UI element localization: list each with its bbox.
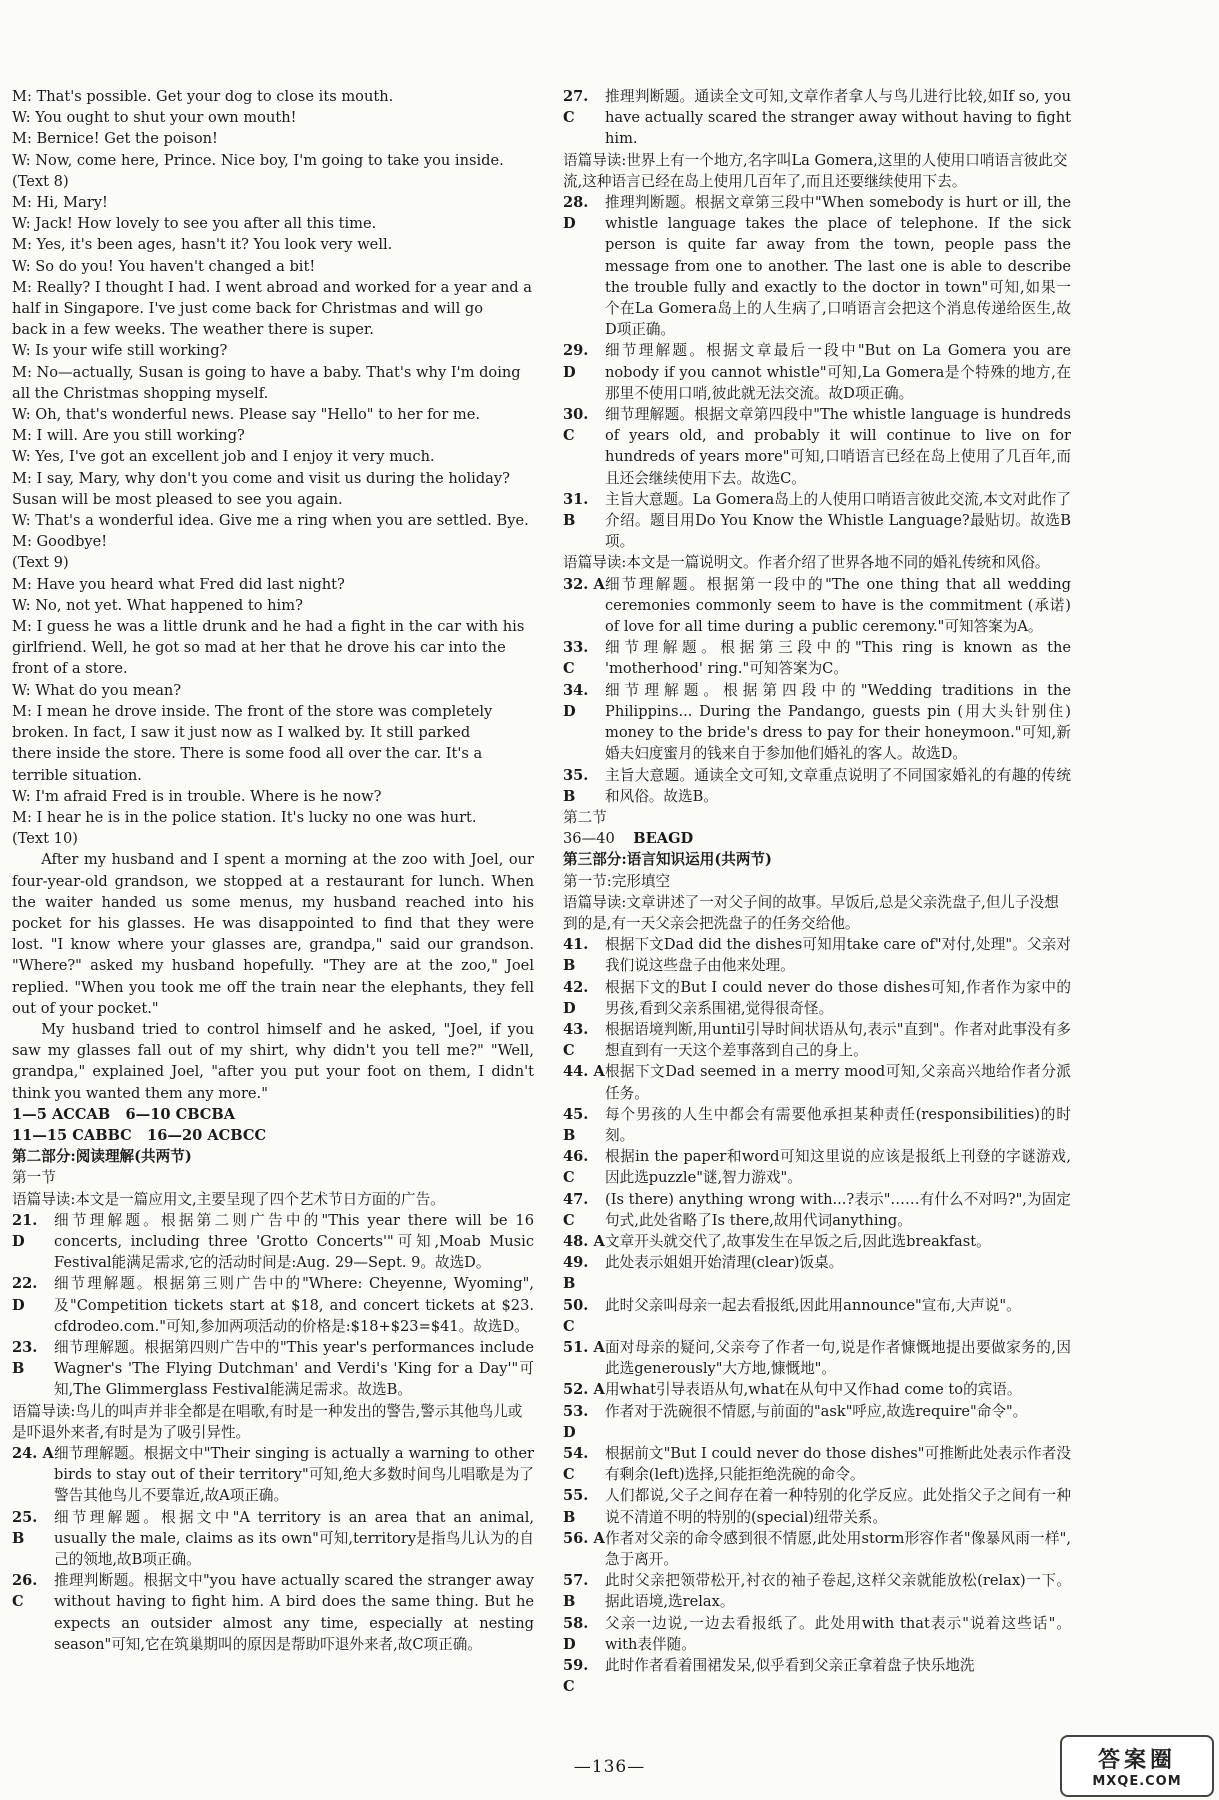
answer-list-41-59 bbox=[563, 934, 1071, 1697]
transcript-line: Susan will be most pleased to see you again. bbox=[12, 490, 343, 508]
answer-number: 53. D bbox=[563, 1402, 589, 1441]
answer-explanation: 根据语境判断,用until引导时间状语从句,表示"直到"。作者对此事没有多想直到有一天这个差事落到自己的身上。 bbox=[605, 1020, 1071, 1060]
answer-item bbox=[12, 1273, 534, 1337]
transcript-line: terrible situation. bbox=[12, 766, 142, 784]
answer-number: 44. A bbox=[563, 1063, 605, 1081]
answer-explanation: 每个男孩的人生中都会有需要他承担某种责任(responsibilities)的时刻。 bbox=[605, 1105, 1071, 1144]
answers-16-20: 16—20 ACBCC bbox=[147, 1126, 267, 1144]
answer-explanation: 用what引导表语从句,what在从句中又作had come to的宾语。 bbox=[605, 1381, 1022, 1399]
part2-title: 第二部分:阅读理解(共两节) bbox=[12, 1148, 192, 1166]
transcript-line: W: What do you mean? bbox=[12, 681, 182, 699]
answer-number: 27. C bbox=[563, 88, 589, 127]
answer-item bbox=[12, 1507, 534, 1571]
answers-36-40-range: 36—40 bbox=[563, 830, 615, 848]
answer-explanation: 文章开头就交代了,故事发生在早饭之后,因此选breakfast。 bbox=[605, 1232, 991, 1250]
section-2-label: 第二节 bbox=[563, 808, 607, 826]
answer-number: 34. D bbox=[563, 681, 589, 720]
transcript-line: M: Really? I thought I had. I went abroad and worked for a year and a bbox=[12, 278, 532, 296]
transcript-line: W: That's a wonderful idea. Give me a ring when you are settled. Bye. bbox=[12, 512, 529, 530]
section-3-label: 第一节:完形填空 bbox=[563, 872, 671, 890]
answer-number: 45. B bbox=[563, 1105, 589, 1144]
dialogue-transcript bbox=[12, 86, 534, 849]
answer-item bbox=[563, 1104, 1071, 1146]
answer-number: 28. D bbox=[563, 194, 589, 233]
answer-item bbox=[563, 489, 1071, 553]
answer-item bbox=[563, 1655, 1071, 1697]
section-1-label: 第一节 bbox=[12, 1169, 56, 1187]
reading-guide-5: 语篇导读:文章讲述了一对父子间的故事。早饭后,总是父亲洗盘子,但儿子没想到的是,有一天父亲会把洗盘子的任务交给他。 bbox=[563, 893, 1059, 932]
answer-number: 32. A bbox=[563, 575, 605, 593]
answer-number: 58. D bbox=[563, 1614, 589, 1653]
answer-item bbox=[563, 680, 1071, 765]
answer-explanation: 根据in the paper和word可知这里说的应该是报纸上刊登的字谜游戏,因此选puzzle"谜,智力游戏"。 bbox=[605, 1148, 1071, 1187]
transcript-line: W: So do you! You haven't changed a bit! bbox=[12, 257, 316, 275]
answer-number: 57. B bbox=[563, 1572, 589, 1611]
answer-item bbox=[563, 1337, 1071, 1379]
answer-item bbox=[563, 1061, 1071, 1103]
transcript-line: M: Yes, it's been ages, hasn't it? You look very well. bbox=[12, 236, 393, 254]
transcript-line: M: Goodbye! bbox=[12, 533, 108, 551]
answer-number: 30. C bbox=[563, 406, 589, 445]
transcript-line: M: Have you heard what Fred did last night? bbox=[12, 575, 345, 593]
answer-explanation: (Is there) anything wrong with...?表示"……有什么不对吗?",为固定句式,此处省略了Is there,故用代词anything。 bbox=[605, 1190, 1071, 1229]
answer-number: 23. B bbox=[12, 1338, 38, 1378]
answer-item bbox=[563, 404, 1071, 489]
reading-guide-2: 语篇导读:鸟儿的叫声并非全都是在唱歌,有时是一种发出的警告,警示其他鸟儿或是吓退外来者,有时是为了吸引异性。 bbox=[12, 1402, 523, 1441]
transcript-line: front of a store. bbox=[12, 660, 128, 678]
answers-1-10 bbox=[12, 1104, 534, 1125]
answer-number: 43. C bbox=[563, 1020, 589, 1060]
answer-explanation: 细节理解题。根据文中"Their singing is actually a warning to other birds to stay out of their territory"可知,绝大多数时间鸟儿唱歌是为了警告其他鸟儿不要靠近,故A项正确。 bbox=[54, 1445, 534, 1505]
answer-number: 56. A bbox=[563, 1529, 605, 1547]
transcript-line: W: Oh, that's wonderful news. Please say "Hello" to her for me. bbox=[12, 406, 480, 424]
watermark-logo bbox=[1060, 1735, 1214, 1797]
answer-item bbox=[563, 934, 1071, 976]
transcript-line: W: No, not yet. What happened to him? bbox=[12, 596, 303, 614]
answer-item bbox=[563, 1485, 1071, 1527]
answer-number: 31. B bbox=[563, 490, 589, 530]
transcript-line: M: I will. Are you still working? bbox=[12, 427, 245, 445]
answer-number: 33. C bbox=[563, 639, 589, 678]
answer-number: 46. C bbox=[563, 1148, 589, 1187]
transcript-line: back in a few weeks. The weather there is super. bbox=[12, 321, 374, 339]
answer-item bbox=[563, 192, 1071, 340]
answer-explanation: 细节理解题。根据第一段中的"The one thing that all wedding ceremonies commonly seem to have is the commitment (承诺) of love for all time during a public ceremony."可知答案为A。 bbox=[605, 575, 1071, 636]
answer-item bbox=[563, 1019, 1071, 1061]
answer-explanation: 根据下文的But I could never do those dishes可知,作者作为家中的男孩,看到父亲系围裙,觉得很奇怪。 bbox=[605, 978, 1071, 1017]
answer-explanation: 面对母亲的疑问,父亲夸了作者一句,说是作者慷慨地提出要做家务的,因此选generously"大方地,慷慨地"。 bbox=[605, 1338, 1071, 1378]
answer-number: 52. A bbox=[563, 1381, 605, 1399]
answer-item bbox=[563, 574, 1071, 638]
answer-item bbox=[12, 1443, 534, 1507]
answer-number: 22. D bbox=[12, 1275, 38, 1314]
transcript-line: girlfriend. Well, he got so mad at her that he drove his car into the bbox=[12, 639, 506, 657]
transcript-line: M: I hear he is in the police station. It's lucky no one was hurt. bbox=[12, 808, 477, 826]
answer-number: 24. A bbox=[12, 1445, 54, 1462]
transcript-line: W: Jack! How lovely to see you after all this time. bbox=[12, 215, 377, 233]
answer-number: 35. B bbox=[563, 766, 589, 805]
answer-explanation: 细节理解题。根据第三段中的"This ring is known as the 'motherhood' ring."可知答案为C。 bbox=[605, 639, 1071, 678]
answer-number: 59. C bbox=[563, 1657, 589, 1696]
answer-explanation: 此处表示姐姐开始清理(clear)饭桌。 bbox=[605, 1254, 844, 1272]
answer-explanation: 细节理解题。根据第四则广告中的"This year's performances include Wagner's 'The Flying Dutchman' and Verdi's 'King for a Day'"可知,The Glimmerglass Festival能满足需求。故选B。 bbox=[54, 1338, 534, 1399]
answers-36-40 bbox=[563, 828, 1071, 849]
answer-item bbox=[563, 1231, 1071, 1252]
answer-item bbox=[563, 637, 1071, 679]
answer-explanation: 细节理解题。根据文章最后一段中"But on La Gomera you are nobody if you cannot whistle"可知,La Gomera是个特殊的地方,在那里不使用口哨,彼此就无法交流。故D项正确。 bbox=[605, 342, 1071, 402]
answer-explanation: 父亲一边说,一边去看报纸了。此处用with that表示"说着这些话"。with表伴随。 bbox=[605, 1614, 1071, 1653]
transcript-line: M: Hi, Mary! bbox=[12, 194, 108, 212]
answer-explanation: 人们都说,父子之间存在着一种特别的化学反应。此处指父子之间有一种说不清道不明的特别的(special)纽带关系。 bbox=[605, 1487, 1071, 1526]
answer-number: 48. A bbox=[563, 1232, 605, 1250]
answers-6-10: 6—10 CBCBA bbox=[125, 1105, 236, 1123]
reading-guide-1: 语篇导读:本文是一篇应用文,主要呈现了四个艺术节日方面的广告。 bbox=[12, 1190, 445, 1208]
answer-list-24-26 bbox=[12, 1443, 534, 1655]
answer-list-27 bbox=[563, 86, 1071, 150]
transcript-line: W: I'm afraid Fred is in trouble. Where is he now? bbox=[12, 787, 382, 805]
answer-item bbox=[12, 1337, 534, 1401]
answer-list-21-23 bbox=[12, 1210, 534, 1401]
transcript-line: M: I say, Mary, why don't you come and visit us during the holiday? bbox=[12, 469, 510, 487]
transcript-line: W: Yes, I've got an excellent job and I enjoy it very much. bbox=[12, 448, 435, 466]
transcript-line: M: Bernice! Get the poison! bbox=[12, 130, 218, 148]
answer-number: 55. B bbox=[563, 1487, 589, 1526]
text10-paragraph-1: After my husband and I spent a morning at the zoo with Joel, our four-year-old grandson, we stopped at a restaurant for lunch. When the waiter handed us some menus, my husband reached into his pocket for his glasses. He was disappointed to find that they were lost. "I know where your glasses are, grandpa," said our grandson. "Where?" asked my husband hopefully. "They are at the zoo," Joel replied. "When you took me off the train near the elephants, they fell out of your pocket." bbox=[12, 851, 534, 1017]
answers-11-20 bbox=[12, 1125, 534, 1146]
answer-item bbox=[563, 1528, 1071, 1570]
answer-list-28-31 bbox=[563, 192, 1071, 552]
answer-list-32-35 bbox=[563, 574, 1071, 807]
answer-number: 42. D bbox=[563, 978, 589, 1017]
answer-explanation: 根据下文Dad seemed in a merry mood可知,父亲高兴地给作者分派任务。 bbox=[605, 1063, 1071, 1102]
answer-explanation: 主旨大意题。通读全文可知,文章重点说明了不同国家婚礼的有趣的传统和风俗。故选B。 bbox=[605, 766, 1071, 805]
answer-number: 49. B bbox=[563, 1254, 589, 1293]
answer-explanation: 细节理解题。根据第三则广告中的"Where: Cheyenne, Wyoming",及"Competition tickets start at $18, and concert tickets at $23. cfdrodeo.com."可知,参加两项活动的价格是:$18+$23=$41。故选D。 bbox=[54, 1275, 534, 1335]
reading-guide-4: 语篇导读:本文是一篇说明文。作者介绍了世界各地不同的婚礼传统和风俗。 bbox=[563, 554, 1050, 572]
transcript-line: broken. In fact, I saw it just now as I walked by. It still parked bbox=[12, 724, 471, 742]
transcript-line: there inside the store. There is some food all over the car. It's a bbox=[12, 745, 483, 763]
answers-1-5: 1—5 ACCAB bbox=[12, 1105, 111, 1123]
answer-item bbox=[563, 1252, 1071, 1294]
answer-number: 47. C bbox=[563, 1190, 589, 1229]
answer-number: 25. B bbox=[12, 1508, 38, 1547]
transcript-line: W: Now, come here, Prince. Nice boy, I'm going to take you inside. bbox=[12, 151, 504, 169]
answer-number: 26. C bbox=[12, 1572, 38, 1611]
answer-explanation: 此时作者看着围裙发呆,似乎看到父亲正拿着盘子快乐地洗 bbox=[605, 1657, 975, 1675]
transcript-line: W: Is your wife still working? bbox=[12, 342, 228, 360]
answer-item bbox=[563, 1613, 1071, 1655]
watermark-top-text: 答案圈 bbox=[1097, 1748, 1176, 1773]
text10-paragraph-2: My husband tried to control himself and he asked, "Joel, if you saw my glasses fall out of my shirt, why didn't you tell me?" "Well, grandpa," explained Joel, "after you put your foot on them, I didn't think you wanted them any more." bbox=[12, 1020, 534, 1102]
page-number: —136— bbox=[573, 1757, 646, 1777]
answer-item bbox=[563, 1146, 1071, 1188]
right-column bbox=[563, 86, 1071, 1697]
answer-explanation: 根据前文"But I could never do those dishes"可推断此处表示作者没有剩余(left)选择,只能拒绝洗碗的命令。 bbox=[605, 1445, 1071, 1484]
answer-number: 21. D bbox=[12, 1211, 38, 1250]
answer-number: 54. C bbox=[563, 1445, 589, 1484]
transcript-line: M: I guess he was a little drunk and he had a fight in the car with his bbox=[12, 618, 525, 636]
answer-explanation: 此时父亲把领带松开,衬衣的袖子卷起,这样父亲就能放松(relax)一下。据此语境,选relax。 bbox=[605, 1572, 1071, 1611]
answer-explanation: 细节理解题。根据第二则广告中的"This year there will be 16 concerts, including three 'Grotto Concerts'"可知,Moab Music Festival能满足需求,它的活动时间是:Aug. 29—Sept. 9。故选D。 bbox=[54, 1211, 534, 1272]
answer-number: 50. C bbox=[563, 1296, 589, 1335]
answer-explanation: 细节理解题。根据第四段中的"Wedding traditions in the Philippins... During the Pandango, guests pin (用大头针别住) money to the bride's dress to pay for their honeymoon."可知,新婚夫妇度蜜月的钱来自于参加他们婚礼的客人。故选D。 bbox=[605, 681, 1071, 763]
answer-item bbox=[563, 1401, 1071, 1443]
answer-item bbox=[12, 1210, 534, 1274]
part3-title: 第三部分:语言知识运用(共两节) bbox=[563, 851, 772, 869]
reading-guide-3: 语篇导读:世界上有一个地方,名字叫La Gomera,这里的人使用口哨语言彼此交流,这种语言已经在岛上使用几百年了,而且还要继续使用下去。 bbox=[563, 151, 1068, 190]
answers-36-40-value: BEAGD bbox=[633, 830, 694, 848]
answer-explanation: 作者对父亲的命令感到很不情愿,此处用storm形容作者"像暴风雨一样",急于离开。 bbox=[605, 1529, 1071, 1569]
answer-explanation: 推理判断题。通读全文可知,文章作者拿人与鸟儿进行比较,如If so, you have actually scared the stranger away without having to fight him. bbox=[605, 88, 1071, 148]
transcript-line: (Text 8) bbox=[12, 172, 69, 190]
answer-item bbox=[563, 1379, 1071, 1400]
transcript-line: (Text 9) bbox=[12, 554, 69, 572]
answer-explanation: 细节理解题。根据文章第四段中"The whistle language is hundreds of years old, and probably it will continue to live on for hundreds of years more"可知,口哨语言已经在岛上使用了几百年,而且还会继续使用下去。故选C。 bbox=[605, 406, 1071, 487]
answer-item bbox=[563, 340, 1071, 404]
answer-explanation: 细节理解题。根据文中"A territory is an area that an animal, usually the male, claims as its own"可知,territory是指鸟儿认为的自己的领地,故B项正确。 bbox=[54, 1508, 534, 1569]
answer-number: 41. B bbox=[563, 936, 589, 975]
answer-item bbox=[563, 1570, 1071, 1612]
answer-explanation: 推理判断题。根据文中"you have actually scared the stranger away without having to fight him. A bird does the same thing. But he expects an outsider almost any time, especially at nesting season"可知,它在筑巢期叫的原因是帮助吓退外来者,故C项正确。 bbox=[54, 1572, 534, 1653]
answer-explanation: 推理判断题。根据文章第三段中"When somebody is hurt or ill, the whistle language takes the place of telephone. If the sick person is quite far away from the town, people pass the message from one to another. The last one is able to describe the trouble fully and exactly to the doctor in town"可知,如果一个在La Gomera岛上的人生病了,口哨语言会把这个消息传递给医生,故D项正确。 bbox=[605, 194, 1071, 339]
answers-11-15: 11—15 CABBC bbox=[12, 1126, 132, 1144]
transcript-line: M: I mean he drove inside. The front of the store was completely bbox=[12, 702, 493, 720]
left-column bbox=[12, 86, 534, 1655]
answer-item bbox=[12, 1570, 534, 1655]
answer-explanation: 作者对于洗碗很不情愿,与前面的"ask"呼应,故选require"命令"。 bbox=[605, 1402, 1028, 1420]
transcript-line: M: No—actually, Susan is going to have a baby. That's why I'm doing bbox=[12, 363, 521, 381]
answer-explanation: 主旨大意题。La Gomera岛上的人使用口哨语言彼此交流,本文对此作了介绍。题目用Do You Know the Whistle Language?最贴切。故选B项。 bbox=[605, 490, 1071, 551]
answer-explanation: 此时父亲叫母亲一起去看报纸,因此用announce"宣布,大声说"。 bbox=[605, 1296, 1021, 1314]
answer-item bbox=[563, 977, 1071, 1019]
answer-item bbox=[563, 86, 1071, 150]
transcript-line: half in Singapore. I've just come back for Christmas and will go bbox=[12, 300, 483, 318]
answer-item bbox=[563, 1295, 1071, 1337]
transcript-line: M: That's possible. Get your dog to close its mouth. bbox=[12, 88, 394, 105]
answer-item bbox=[563, 1189, 1071, 1231]
answer-explanation: 根据下文Dad did the dishes可知用take care of"对付,处理"。父亲对我们说这些盘子由他来处理。 bbox=[605, 936, 1071, 975]
transcript-line: W: You ought to shut your own mouth! bbox=[12, 109, 297, 127]
answer-item bbox=[563, 1443, 1071, 1485]
answer-number: 51. A bbox=[563, 1338, 605, 1356]
transcript-line: all the Christmas shopping myself. bbox=[12, 384, 269, 402]
answer-number: 29. D bbox=[563, 342, 589, 381]
answer-item bbox=[563, 765, 1071, 807]
transcript-line: (Text 10) bbox=[12, 830, 78, 848]
watermark-bottom-text: MXQE.COM bbox=[1092, 1774, 1182, 1789]
